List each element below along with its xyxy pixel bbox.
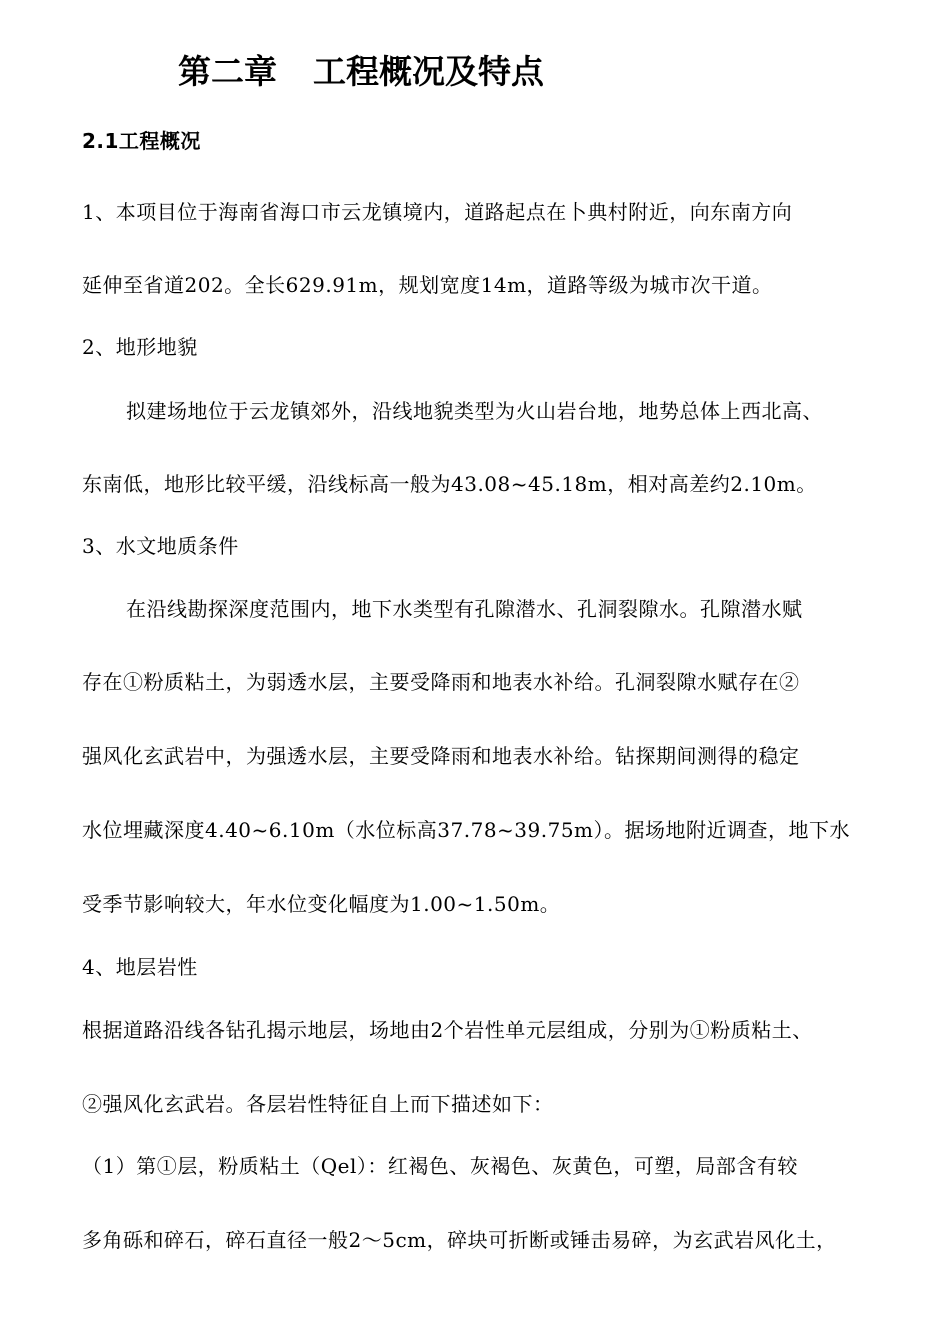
paragraph-line: 存在①粉质粘土，为弱透水层，主要受降雨和地表水补给。孔洞裂隙水赋存在② (82, 670, 800, 694)
chapter-title (178, 52, 544, 92)
paragraph-line: ②强风化玄武岩。各层岩性特征自上而下描述如下： (82, 1092, 554, 1116)
paragraph-line: 东南低，地形比较平缓，沿线标高一般为43.08~45.18m，相对高差约2.10m。 (82, 472, 817, 496)
paragraph-line: 强风化玄武岩中，为强透水层，主要受降雨和地表水补给。钻探期间测得的稳定 (82, 744, 800, 768)
paragraph-line: 根据道路沿线各钻孔揭示地层，场地由2个岩性单元层组成，分别为①粉质粘土、 (82, 1018, 813, 1042)
subheading-hydrogeology: 3、水文地质条件 (82, 534, 239, 558)
paragraph-line: 水位埋藏深度4.40~6.10m（水位标高37.78~39.75m）。据场地附近调查，地下水 (82, 818, 851, 842)
paragraph-line: 1、本项目位于海南省海口市云龙镇境内，道路起点在卜典村附近，向东南方向 (82, 200, 793, 224)
section-heading: 2.1工程概况 (82, 129, 201, 153)
subheading-strata: 4、地层岩性 (82, 955, 198, 979)
subheading-terrain: 2、地形地貌 (82, 335, 198, 359)
paragraph-line: 受季节影响较大，年水位变化幅度为1.00~1.50m。 (82, 892, 561, 916)
chapter-title-text: 工程概况及特点 (313, 52, 544, 91)
paragraph-line: 拟建场地位于云龙镇郊外，沿线地貌类型为火山岩台地，地势总体上西北高、 (126, 399, 823, 423)
paragraph-line: （1）第①层，粉质粘土（Qel）：红褐色、灰褐色、灰黄色，可塑，局部含有较 (82, 1154, 798, 1178)
paragraph-line: 在沿线勘探深度范围内，地下水类型有孔隙潜水、孔洞裂隙水。孔隙潜水赋 (126, 597, 803, 621)
chapter-number: 第二章 (178, 52, 277, 91)
paragraph-line: 多角砾和碎石，碎石直径一般2～5cm，碎块可折断或锤击易碎，为玄武岩风化土， (82, 1228, 837, 1252)
paragraph-line: 延伸至省道202。全长629.91m，规划宽度14m，道路等级为城市次干道。 (82, 273, 773, 297)
